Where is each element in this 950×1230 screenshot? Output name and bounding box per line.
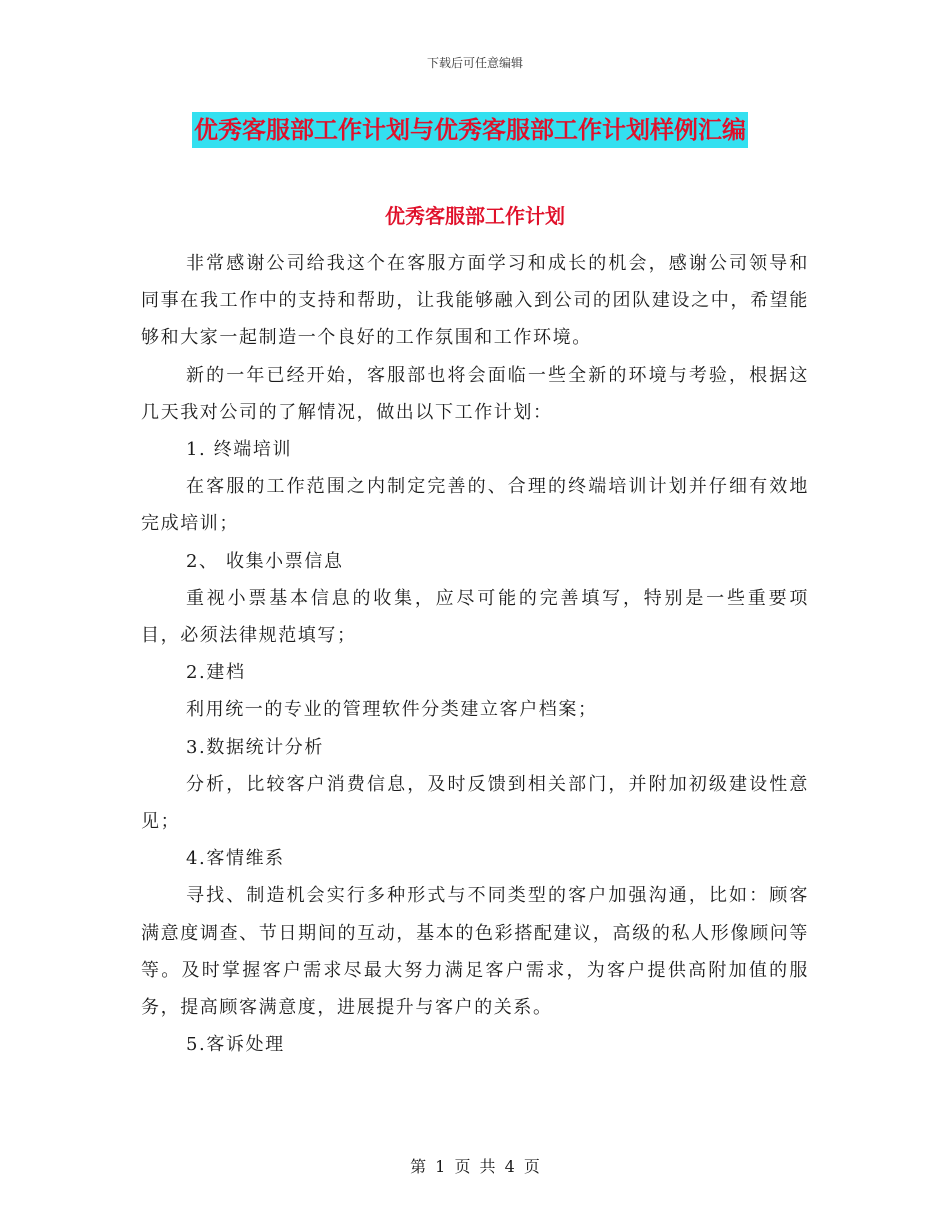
paragraph: 在客服的工作范围之内制定完善的、合理的终端培训计划并仔细有效地完成培训；: [141, 476, 809, 535]
paragraph: 重视小票基本信息的收集，应尽可能的完善填写，特别是一些重要项目，必须法律规范填写；: [141, 587, 809, 647]
list-heading: 1. 终端培训: [186, 439, 293, 461]
list-heading: 4.客情维系: [186, 848, 285, 870]
header-note: 下载后可任意编辑: [426, 56, 523, 70]
list-heading: 2、 收集小票信息: [186, 550, 344, 572]
section-title: 优秀客服部工作计划: [385, 204, 565, 228]
paragraph: 非常感谢公司给我这个在客服方面学习和成长的机会，感谢公司领导和同事在我工作中的支持和帮助，让我能够融入到公司的团队建设之中，希望能够和大家一起制造一个良好的工作氛围和工作环境。: [141, 253, 809, 349]
paragraph: 新的一年已经开始，客服部也将会面临一些全新的环境与考验，根据这几天我对公司的了解情况，做出以下工作计划：: [141, 364, 809, 423]
document-body: [141, 245, 809, 1063]
paragraph: 分析，比较客户消费信息，及时反馈到相关部门，并附加初级建设性意见；: [141, 773, 809, 833]
paragraph: 寻找、制造机会实行多种形式与不同类型的客户加强沟通，比如：顾客满意度调查、节日期间的互动，基本的色彩搭配建议，高级的私人形像顾问等等。及时掌握客户需求尽最大努力满足客户需求，为客户提供高附加值的服务，提高顾客满意度，进展提升与客户的关系。: [141, 885, 809, 1019]
main-title: 优秀客服部工作计划与优秀客服部工作计划样例汇编: [192, 112, 748, 148]
list-heading: 2.建档: [186, 662, 246, 684]
page-footer: 第 1 页 共 4 页: [410, 1157, 540, 1176]
list-heading: 5.客诉处理: [186, 1034, 285, 1056]
list-heading: 3.数据统计分析: [186, 736, 324, 758]
paragraph: 利用统一的专业的管理软件分类建立客户档案；: [186, 699, 598, 721]
